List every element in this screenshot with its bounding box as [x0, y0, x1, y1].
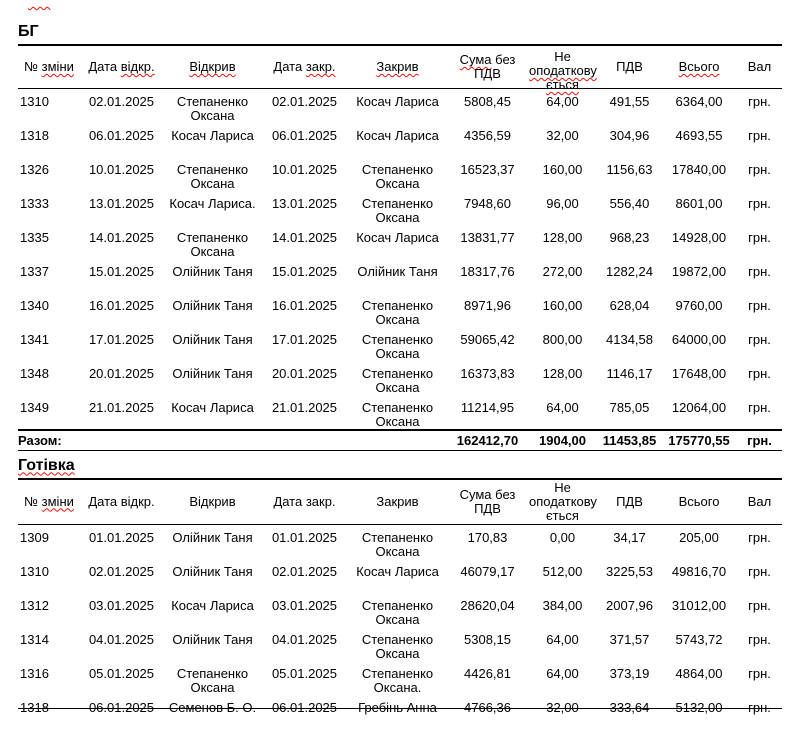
cell-currency: грн.	[748, 94, 771, 109]
cell-closed-by: Косач Лариса	[356, 94, 439, 109]
cell-non-taxable: 160,00	[542, 298, 583, 313]
table-row	[18, 123, 782, 157]
cell-vat: 333,64	[609, 699, 650, 715]
cell-non-taxable: 128,00	[542, 366, 583, 381]
cell-sum-no-vat: 46079,17	[460, 563, 515, 579]
cell-shift-number: 1316	[20, 665, 49, 681]
cell-total: 5743,72	[675, 631, 723, 647]
cell-opened-by: Семенов Б. О.	[168, 699, 257, 715]
cell-close-date: 06.01.2025	[271, 699, 338, 715]
table-row	[18, 361, 782, 395]
bg-table-totals	[18, 430, 782, 450]
cell-vat: 3225,53	[606, 563, 653, 579]
header-text: Дата	[273, 59, 306, 74]
header-text	[450, 53, 525, 67]
cell-currency: грн.	[748, 631, 771, 647]
cell-currency: грн.	[748, 264, 771, 279]
cell-shift-number: 1314	[20, 631, 49, 647]
cell-closed-by: Косач Лариса	[356, 563, 439, 579]
cell-non-taxable: 160,00	[542, 162, 583, 177]
table-row	[18, 593, 782, 627]
cell-currency: грн.	[748, 298, 771, 313]
totals-vat: 11453,85	[598, 430, 661, 450]
col-header-total: Всього	[661, 480, 737, 525]
header-text: зміни	[41, 59, 74, 74]
cell-open-date: 02.01.2025	[88, 563, 155, 579]
cell-non-taxable: 32,00	[546, 128, 579, 143]
totals-label: Разом:	[18, 430, 448, 450]
header-text: відкр.	[120, 59, 155, 74]
cell-vat: 785,05	[609, 400, 650, 415]
cell-total: 49816,70	[671, 563, 727, 579]
totals-non-taxable: 1904,00	[527, 430, 598, 450]
cell-vat: 628,04	[609, 298, 650, 313]
cash-table	[18, 480, 782, 729]
cell-sum-no-vat: 13831,77	[460, 230, 515, 245]
table-row	[18, 259, 782, 293]
cell-currency: грн.	[748, 665, 771, 681]
cell-open-date: 02.01.2025	[88, 94, 155, 109]
header-text: Сума	[459, 52, 492, 67]
cell-vat: 1146,17	[606, 366, 653, 381]
header-text: №	[24, 59, 42, 74]
cell-shift-number: 1309	[20, 529, 49, 545]
cell-sum-no-vat: 18317,76	[460, 264, 515, 279]
cell-shift-number: 1340	[20, 298, 49, 313]
cell-currency: грн.	[748, 128, 771, 143]
header-text: без	[491, 52, 516, 67]
cell-shift-number: 1333	[20, 196, 49, 211]
cell-shift-number: 1318	[20, 128, 49, 143]
cell-currency: грн.	[748, 196, 771, 211]
cell-currency: грн.	[748, 366, 771, 381]
cell-total: 64000,00	[671, 332, 727, 347]
bg-table-body	[18, 89, 782, 431]
table-row	[18, 627, 782, 661]
cell-close-date: 17.01.2025	[271, 332, 338, 347]
cell-opened-by: Степаненко Оксана	[176, 162, 249, 191]
cell-currency: грн.	[748, 162, 771, 177]
header-text: Не	[554, 479, 571, 495]
cell-sum-no-vat: 4766,36	[464, 699, 511, 715]
header-text: Всього	[678, 59, 720, 74]
cell-close-date: 02.01.2025	[271, 94, 338, 109]
cell-vat: 1282,24	[606, 264, 653, 279]
cell-sum-no-vat: 16373,83	[460, 366, 515, 381]
cell-currency: грн.	[748, 563, 771, 579]
cell-sum-no-vat: 7948,60	[464, 196, 511, 211]
cell-close-date: 16.01.2025	[271, 298, 338, 313]
cell-closed-by: Степаненко Оксана	[361, 332, 434, 361]
cell-total: 12064,00	[671, 400, 727, 415]
cell-non-taxable: 64,00	[546, 94, 579, 109]
totals-sum-no-vat: 162412,70	[448, 430, 527, 450]
cell-currency: грн.	[748, 230, 771, 245]
cell-sum-no-vat: 170,83	[467, 529, 508, 545]
non-taxable-header-lines	[529, 49, 597, 92]
cell-open-date: 15.01.2025	[88, 264, 155, 279]
cell-sum-no-vat: 16523,37	[460, 162, 515, 177]
header-text: Готівка	[18, 456, 75, 474]
col-header-open-date	[80, 46, 163, 89]
cell-vat: 491,55	[609, 94, 650, 109]
cell-closed-by: Степаненко Оксана	[361, 196, 434, 225]
cell-vat: 373,19	[609, 665, 650, 681]
cell-currency: грн.	[748, 332, 771, 347]
table-row	[18, 661, 782, 695]
col-header-shift-number	[18, 46, 80, 89]
cell-non-taxable: 128,00	[542, 230, 583, 245]
totals-currency: грн.	[737, 430, 782, 450]
cell-closed-by: Степаненко Оксана	[361, 162, 434, 191]
cell-total: 17840,00	[671, 162, 727, 177]
cell-total: 31012,00	[671, 597, 727, 613]
cell-total: 4864,00	[675, 665, 723, 681]
cell-non-taxable: 32,00	[546, 699, 579, 715]
cell-close-date: 20.01.2025	[271, 366, 338, 381]
cell-vat: 304,96	[609, 128, 650, 143]
header-text: закр.	[305, 59, 336, 74]
cell-close-date: 05.01.2025	[271, 665, 338, 681]
table-row	[18, 293, 782, 327]
cell-non-taxable: 0,00	[549, 529, 576, 545]
cell-total: 205,00	[679, 529, 719, 545]
cell-sum-no-vat: 8971,96	[464, 298, 511, 313]
cell-opened-by: Степаненко Оксана	[176, 230, 249, 259]
col-header-currency: Вал	[737, 480, 782, 525]
cell-open-date: 05.01.2025	[88, 665, 155, 681]
cell-closed-by: Степаненко Оксана	[361, 400, 434, 429]
col-header-sum-no-vat	[448, 480, 527, 525]
cell-currency: грн.	[748, 529, 771, 545]
header-row	[18, 480, 782, 525]
cell-non-taxable: 64,00	[546, 665, 579, 681]
cell-opened-by: Олійник Таня	[172, 332, 253, 347]
header-text: №	[24, 493, 42, 509]
col-header-non-taxable	[527, 46, 598, 92]
cash-table-body	[18, 524, 782, 729]
cell-total: 8601,00	[675, 196, 723, 211]
cell-opened-by: Степаненко Оксана	[176, 94, 249, 123]
cell-sum-no-vat: 4356,59	[464, 128, 511, 143]
cell-open-date: 13.01.2025	[88, 196, 155, 211]
cell-close-date: 03.01.2025	[271, 597, 338, 613]
cell-closed-by: Степаненко Оксана	[361, 597, 434, 627]
cell-shift-number: 1318	[20, 699, 49, 715]
totals-row	[18, 430, 782, 450]
cell-opened-by: Степаненко Оксана	[176, 665, 249, 695]
cell-non-taxable: 384,00	[542, 597, 583, 613]
cell-close-date: 10.01.2025	[271, 162, 338, 177]
col-header-vat: ПДВ	[598, 480, 661, 525]
cell-closed-by: Степаненко Оксана	[361, 529, 434, 559]
header-text: Не	[554, 49, 571, 64]
header-text: Сума без	[459, 486, 516, 502]
cell-opened-by: Косач Лариса.	[169, 196, 256, 211]
cell-shift-number: 1326	[20, 162, 49, 177]
cell-opened-by: Косач Лариса	[171, 400, 254, 415]
cell-open-date: 14.01.2025	[88, 230, 155, 245]
table-row	[18, 89, 782, 124]
section-title-cash	[18, 451, 782, 474]
header-text: Закрив	[376, 59, 419, 74]
cell-opened-by: Олійник Таня	[172, 563, 253, 579]
cell-open-date: 01.01.2025	[88, 529, 155, 545]
cell-closed-by: Степаненко Оксана	[361, 298, 434, 327]
cell-non-taxable: 64,00	[546, 631, 579, 647]
header-text: ється	[546, 77, 579, 92]
cell-opened-by: Олійник Таня	[172, 298, 253, 313]
cell-closed-by: Степаненко Оксана	[361, 631, 434, 661]
header-text: зміни	[41, 493, 74, 509]
cell-open-date: 17.01.2025	[88, 332, 155, 347]
col-header-close-date	[262, 46, 347, 89]
col-header-opened-by	[163, 46, 262, 89]
cell-close-date: 04.01.2025	[271, 631, 338, 647]
cell-total: 6364,00	[675, 94, 723, 109]
cell-total: 14928,00	[671, 230, 727, 245]
cell-closed-by: Косач Лариса	[356, 128, 439, 143]
cell-sum-no-vat: 5308,15	[464, 631, 511, 647]
cell-open-date: 04.01.2025	[88, 631, 155, 647]
cell-open-date: 03.01.2025	[88, 597, 155, 613]
cell-close-date: 21.01.2025	[271, 400, 338, 415]
cell-shift-number: 1312	[20, 597, 49, 613]
col-header-currency: Вал	[737, 46, 782, 89]
cell-currency: грн.	[748, 699, 771, 715]
table-row	[18, 225, 782, 259]
cell-open-date: 06.01.2025	[88, 128, 155, 143]
cell-non-taxable: 96,00	[546, 196, 579, 211]
header-text: ПДВ	[474, 500, 501, 516]
cell-shift-number: 1310	[20, 94, 49, 109]
table-row	[18, 327, 782, 361]
cell-closed-by: Гребінь Анна	[358, 699, 437, 715]
cell-total: 4693,55	[675, 128, 723, 143]
page-bottom-rule	[18, 708, 782, 709]
cell-shift-number: 1349	[20, 400, 49, 415]
cell-close-date: 14.01.2025	[271, 230, 338, 245]
cell-non-taxable: 512,00	[542, 563, 583, 579]
cell-open-date: 21.01.2025	[88, 400, 155, 415]
cell-closed-by: Степаненко Оксана.	[361, 665, 434, 695]
section-title-bg: БГ	[18, 23, 39, 40]
cell-currency: грн.	[748, 400, 771, 415]
cell-opened-by: Олійник Таня	[172, 366, 253, 381]
cell-closed-by: Олійник Таня	[357, 264, 438, 279]
cell-vat: 4134,58	[606, 332, 653, 347]
cell-opened-by: Косач Лариса	[171, 128, 254, 143]
totals-total: 175770,55	[661, 430, 737, 450]
col-header-closed-by: Закрив	[347, 480, 448, 525]
cell-shift-number: 1335	[20, 230, 49, 245]
cell-total: 5132,00	[675, 699, 723, 715]
cell-open-date: 16.01.2025	[88, 298, 155, 313]
col-header-vat: ПДВ	[598, 46, 661, 89]
header-text: ПДВ	[474, 66, 501, 81]
cell-vat: 34,17	[613, 529, 646, 545]
header-text: Відкрив	[189, 59, 236, 74]
col-header-open-date: Дата відкр.	[80, 480, 163, 525]
cell-sum-no-vat: 4426,81	[464, 665, 511, 681]
cell-sum-no-vat: 28620,04	[460, 597, 515, 613]
cell-shift-number: 1337	[20, 264, 49, 279]
cell-opened-by: Олійник Таня	[172, 264, 253, 279]
col-header-sum-no-vat	[448, 46, 527, 89]
cell-shift-number: 1348	[20, 366, 49, 381]
cell-opened-by: Олійник Таня	[172, 631, 253, 647]
col-header-closed-by	[347, 46, 448, 89]
table-row	[18, 695, 782, 729]
cell-vat: 556,40	[609, 196, 650, 211]
cell-shift-number: 1310	[20, 563, 49, 579]
cell-close-date: 15.01.2025	[271, 264, 338, 279]
table-row	[18, 191, 782, 225]
cell-vat: 2007,96	[606, 597, 653, 613]
cell-total: 17648,00	[671, 366, 727, 381]
cell-non-taxable: 64,00	[546, 400, 579, 415]
cell-open-date: 10.01.2025	[88, 162, 155, 177]
col-header-non-taxable	[527, 480, 598, 525]
cell-total: 19872,00	[671, 264, 727, 279]
table-row	[18, 524, 782, 559]
header-row	[18, 46, 782, 89]
header-text: Дата	[88, 59, 121, 74]
cell-vat: 968,23	[609, 230, 650, 245]
cell-opened-by: Косач Лариса	[171, 597, 254, 613]
cell-open-date: 20.01.2025	[88, 366, 155, 381]
cell-sum-no-vat: 11214,95	[460, 400, 515, 415]
header-text: оподаткову	[529, 63, 597, 78]
cell-closed-by: Степаненко Оксана	[361, 366, 434, 395]
cash-table-header	[18, 480, 782, 525]
cell-sum-no-vat: 5808,45	[464, 94, 511, 109]
header-text: оподаткову	[529, 493, 597, 509]
cell-non-taxable: 272,00	[542, 264, 583, 279]
bg-table-header	[18, 46, 782, 92]
col-header-opened-by: Відкрив	[163, 480, 262, 525]
cell-close-date: 06.01.2025	[271, 128, 338, 143]
bg-table	[18, 46, 782, 451]
header-text: ється	[546, 507, 579, 523]
cell-close-date: 13.01.2025	[271, 196, 338, 211]
cell-close-date: 02.01.2025	[271, 563, 338, 579]
col-header-close-date: Дата закр.	[262, 480, 347, 525]
table-row	[18, 157, 782, 191]
cell-closed-by: Косач Лариса	[356, 230, 439, 245]
cell-shift-number: 1341	[20, 332, 49, 347]
table-row	[18, 559, 782, 593]
cell-vat: 1156,63	[606, 162, 653, 177]
cell-sum-no-vat: 59065,42	[460, 332, 515, 347]
col-header-total	[661, 46, 737, 89]
cell-total: 9760,00	[675, 298, 723, 313]
cell-open-date: 06.01.2025	[88, 699, 155, 715]
table-row	[18, 395, 782, 430]
cell-currency: грн.	[748, 597, 771, 613]
col-header-shift-number	[18, 480, 80, 525]
cell-non-taxable: 800,00	[542, 332, 583, 347]
cell-opened-by: Олійник Таня	[172, 529, 253, 545]
cell-close-date: 01.01.2025	[271, 529, 338, 545]
cell-vat: 371,57	[609, 631, 650, 647]
